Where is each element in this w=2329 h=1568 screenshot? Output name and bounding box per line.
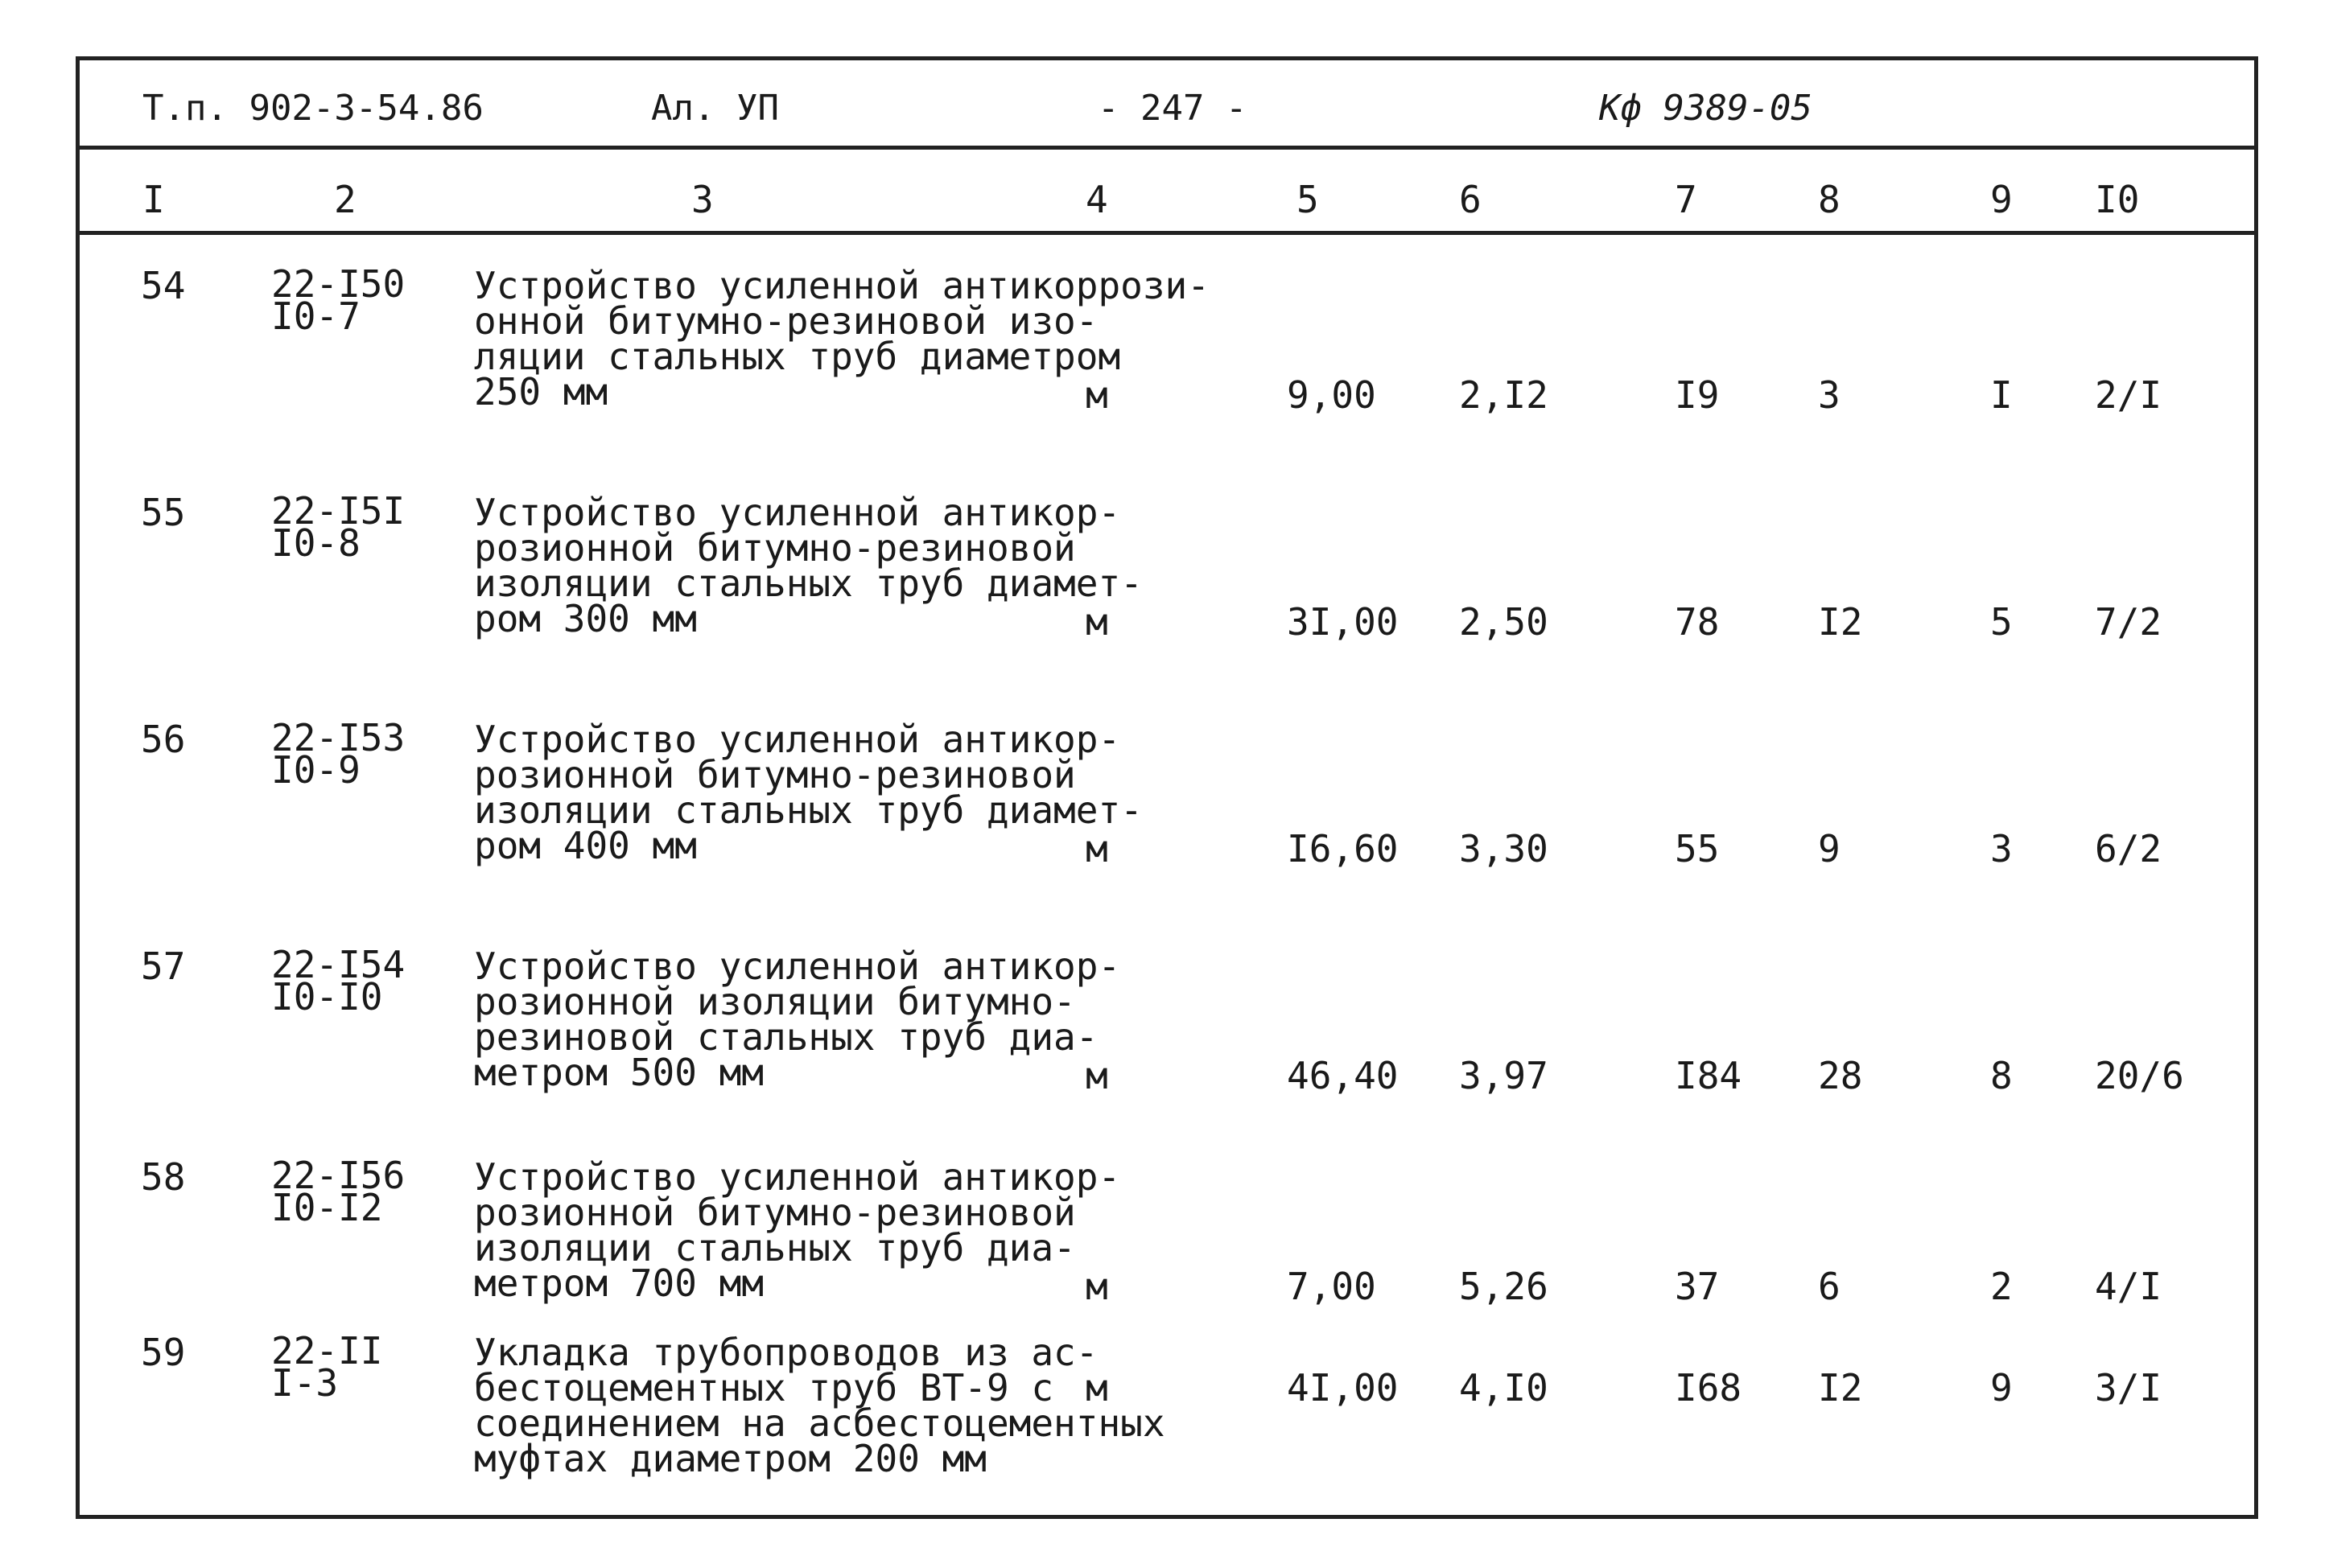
col6-value: 2,50	[1459, 600, 1548, 644]
col10-value: 3/I	[2095, 1366, 2162, 1410]
column-number-2: 2	[334, 178, 357, 221]
norm-code-line-2: I0-I0	[271, 975, 383, 1019]
column-number-6: 6	[1459, 178, 1482, 221]
col5-value: 3I,00	[1287, 600, 1399, 644]
work-description-line: ляции стальных труб диаметром	[474, 335, 1121, 378]
column-number-1: I	[142, 178, 165, 221]
work-description-line: Устройство усиленной антикор-	[474, 945, 1121, 988]
row-number: 54	[141, 264, 186, 307]
work-description-line: Устройство усиленной антикор-	[474, 491, 1121, 534]
col5-value: 4I,00	[1287, 1366, 1399, 1410]
col8-value: 6	[1818, 1265, 1841, 1308]
row-number: 58	[141, 1155, 186, 1199]
work-description-line: 250 мм	[474, 370, 608, 414]
col6-value: 5,26	[1459, 1265, 1548, 1308]
project-code: Т.п. 902-3-54.86	[142, 88, 484, 129]
work-description-line: изоляции стальных труб диамет-	[474, 562, 1143, 605]
norm-code-line-2: I0-8	[271, 521, 361, 565]
work-description-line: Устройство усиленной антикор-	[474, 718, 1121, 761]
col7-value: I68	[1675, 1366, 1742, 1410]
col7-value: 55	[1675, 827, 1720, 870]
column-number-8: 8	[1818, 178, 1841, 221]
column-numbers-divider	[80, 231, 2254, 235]
work-description-line: розионной битумно-резиновой	[474, 526, 1076, 570]
norm-code-line-2: I0-9	[271, 748, 361, 792]
work-description-line: Устройство усиленной антикоррози-	[474, 264, 1210, 307]
unit: м	[1086, 373, 1108, 417]
col8-value: I2	[1818, 1366, 1863, 1410]
norm-code-line-1: 22-II	[271, 1329, 383, 1373]
col9-value: 8	[1990, 1054, 2013, 1097]
work-description-line: Укладка трубопроводов из ас-	[474, 1331, 1099, 1374]
col5-value: I6,60	[1287, 827, 1399, 870]
row-number: 55	[141, 491, 186, 534]
work-description-line: соединением на асбестоцементных	[474, 1401, 1165, 1445]
work-description-line: Устройство усиленной антикор-	[474, 1155, 1121, 1199]
work-description-line: изоляции стальных труб диа-	[474, 1226, 1076, 1270]
unit: м	[1086, 827, 1108, 870]
page-number: - 247 -	[1098, 88, 1247, 129]
work-description-line: резиновой стальных труб диа-	[474, 1015, 1099, 1059]
col8-value: 3	[1818, 373, 1841, 417]
col10-value: 7/2	[2095, 600, 2162, 644]
col10-value: 6/2	[2095, 827, 2162, 870]
work-description-line: ром 400 мм	[474, 824, 697, 867]
norm-code-line-1: 22-I53	[271, 716, 406, 759]
row-number: 57	[141, 945, 186, 988]
col6-value: 3,30	[1459, 827, 1548, 870]
col8-value: 9	[1818, 827, 1841, 870]
col9-value: I	[1990, 373, 2013, 417]
col10-value: 20/6	[2095, 1054, 2184, 1097]
column-number-7: 7	[1675, 178, 1697, 221]
col6-value: 2,I2	[1459, 373, 1548, 417]
col7-value: 37	[1675, 1265, 1720, 1308]
col6-value: 4,I0	[1459, 1366, 1548, 1410]
unit: м	[1086, 1265, 1108, 1308]
col9-value: 9	[1990, 1366, 2013, 1410]
norm-code-line-1: 22-I50	[271, 262, 406, 306]
col5-value: 46,40	[1287, 1054, 1399, 1097]
col10-value: 2/I	[2095, 373, 2162, 417]
norm-code-line-1: 22-I54	[271, 943, 406, 986]
column-number-5: 5	[1296, 178, 1319, 221]
work-description-line: онной битумно-резиновой изо-	[474, 299, 1099, 343]
col7-value: I84	[1675, 1054, 1742, 1097]
col8-value: I2	[1818, 600, 1863, 644]
col7-value: 78	[1675, 600, 1720, 644]
document-sheet	[76, 56, 2258, 1519]
row-number: 59	[141, 1331, 186, 1374]
norm-code-line-2: I0-I2	[271, 1186, 383, 1229]
work-description-line: бестоцементных труб ВТ-9 с	[474, 1366, 1054, 1410]
col6-value: 3,97	[1459, 1054, 1548, 1097]
work-description-line: розионной битумно-резиновой	[474, 1191, 1076, 1234]
work-description-line: метром 500 мм	[474, 1051, 765, 1094]
work-description-line: ром 300 мм	[474, 597, 697, 640]
column-number-4: 4	[1086, 178, 1108, 221]
work-description-line: муфтах диаметром 200 мм	[474, 1437, 987, 1480]
row-number: 56	[141, 718, 186, 761]
column-number-9: 9	[1990, 178, 2013, 221]
col9-value: 2	[1990, 1265, 2013, 1308]
registration-stamp: Кф 9389-05	[1599, 88, 1812, 129]
work-description-line: метром 700 мм	[474, 1261, 765, 1305]
unit: м	[1086, 600, 1108, 644]
album-number: Ал. УП	[651, 88, 779, 129]
norm-code-line-2: I-3	[271, 1361, 339, 1405]
unit: м	[1086, 1054, 1108, 1097]
unit: м	[1086, 1366, 1108, 1410]
work-description-line: розионной битумно-резиновой	[474, 753, 1076, 796]
norm-code-line-1: 22-I56	[271, 1154, 406, 1197]
work-description-line: розионной изоляции битумно-	[474, 980, 1076, 1023]
work-description-line: изоляции стальных труб диамет-	[474, 788, 1143, 832]
col10-value: 4/I	[2095, 1265, 2162, 1308]
col7-value: I9	[1675, 373, 1720, 417]
col5-value: 7,00	[1287, 1265, 1376, 1308]
header-divider	[80, 146, 2254, 150]
col9-value: 5	[1990, 600, 2013, 644]
col9-value: 3	[1990, 827, 2013, 870]
norm-code-line-2: I0-7	[271, 294, 361, 338]
column-number-3: 3	[691, 178, 714, 221]
col5-value: 9,00	[1287, 373, 1376, 417]
norm-code-line-1: 22-I5I	[271, 489, 406, 533]
col8-value: 28	[1818, 1054, 1863, 1097]
column-number-10: I0	[2095, 178, 2140, 221]
